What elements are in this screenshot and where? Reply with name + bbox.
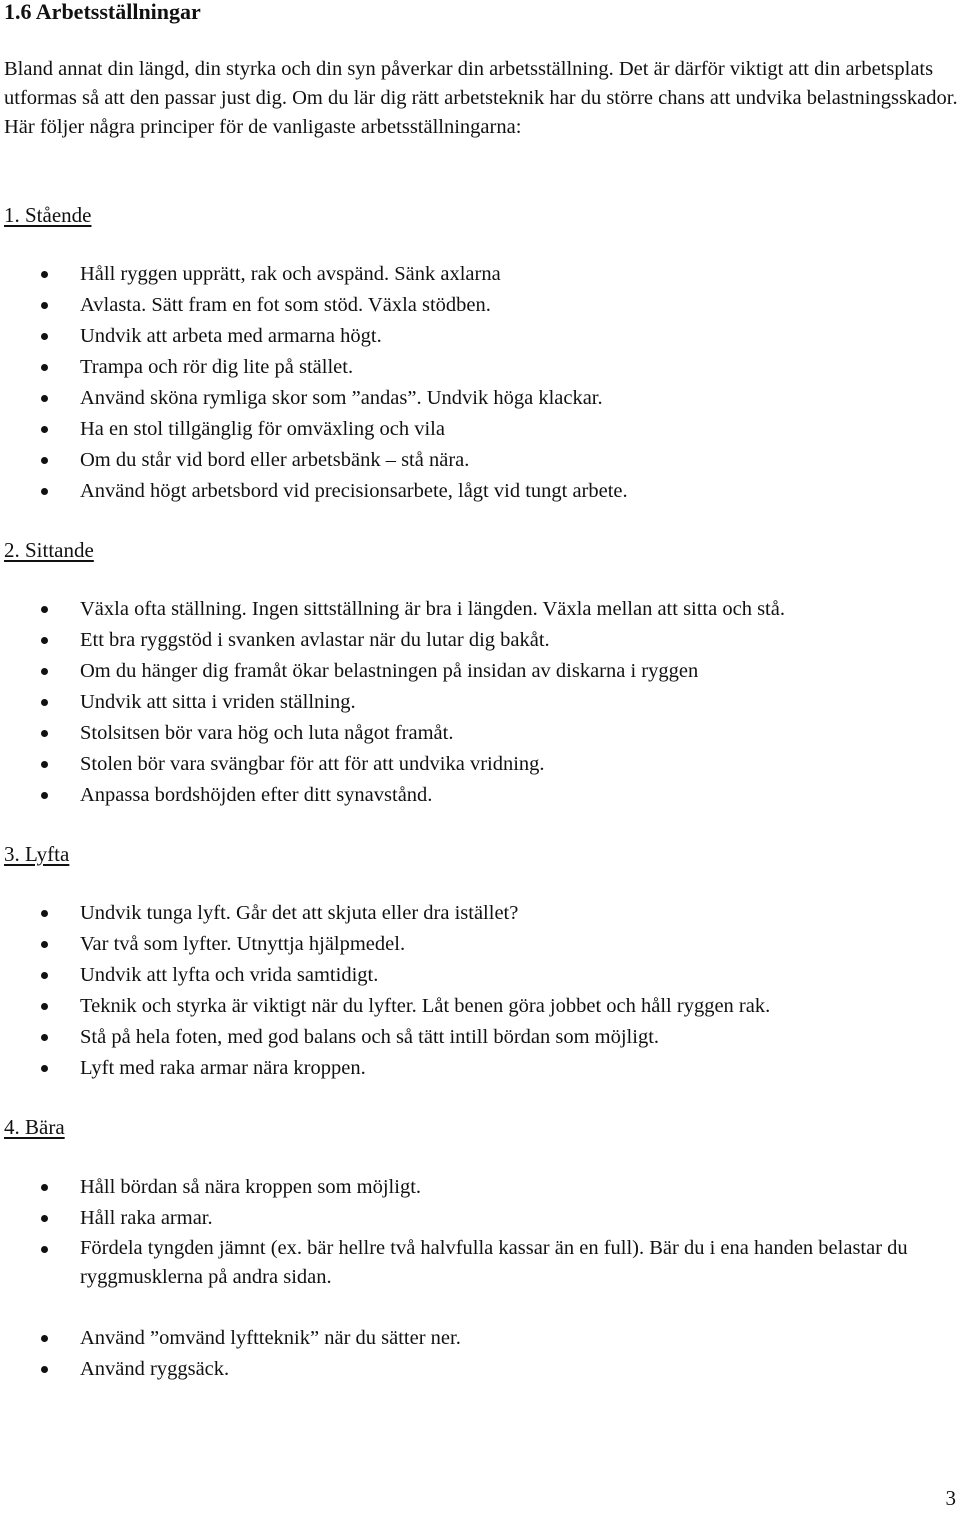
bullet-icon xyxy=(41,333,48,340)
list-item-text: Växla ofta ställning. Ingen sittställning är bra i längden. Växla mellan att sitta och stå. xyxy=(80,598,785,620)
list-item-text: Trampa och rör dig lite på stället. xyxy=(80,356,354,378)
list-item-text: Anpassa bordshöjden efter ditt synavstånd. xyxy=(80,784,433,806)
list-item xyxy=(0,383,628,414)
standing-list xyxy=(0,259,628,507)
list-item xyxy=(0,1323,461,1354)
list-item xyxy=(0,1203,920,1234)
section-heading-sitting: 2. Sittande xyxy=(4,538,94,562)
carrying-list-b xyxy=(0,1323,461,1385)
list-item xyxy=(0,352,628,383)
bullet-icon xyxy=(41,302,48,309)
list-item xyxy=(0,718,785,749)
list-item-text: Stå på hela foten, med god balans och så tätt intill bördan som möjligt. xyxy=(80,1026,660,1048)
list-item xyxy=(0,991,770,1022)
bullet-icon xyxy=(41,1366,48,1373)
list-item xyxy=(0,259,628,290)
bullet-icon xyxy=(41,1335,48,1342)
bullet-icon xyxy=(41,792,48,799)
list-item xyxy=(0,960,770,991)
bullet-icon xyxy=(41,364,48,371)
list-item-text: Var två som lyfter. Utnyttja hjälpmedel. xyxy=(80,933,406,955)
list-item xyxy=(0,749,785,780)
bullet-icon xyxy=(41,457,48,464)
bullet-icon xyxy=(41,1034,48,1041)
list-item xyxy=(0,1234,920,1292)
list-item xyxy=(0,594,785,625)
list-item-text: Använd ryggsäck. xyxy=(80,1358,230,1380)
bullet-icon xyxy=(41,637,48,644)
list-item xyxy=(0,445,628,476)
list-item xyxy=(0,1172,920,1203)
bullet-icon xyxy=(41,1184,48,1191)
list-item xyxy=(0,780,785,811)
list-item-text: Använd ”omvänd lyftteknik” när du sätter ner. xyxy=(80,1327,461,1349)
list-item-text: Fördela tyngden jämnt (ex. bär hellre två halvfulla kassar än en full). Bär du i ena handen belastar du ryggmusklerna på andra sidan. xyxy=(80,1237,908,1288)
list-item-text: Använd högt arbetsbord vid precisionsarbete, lågt vid tungt arbete. xyxy=(80,480,628,502)
bullet-icon xyxy=(41,1003,48,1010)
bullet-icon xyxy=(41,1065,48,1072)
page-number: 3 xyxy=(945,1486,956,1510)
bullet-icon xyxy=(41,730,48,737)
section-heading-lifting: 3. Lyfta xyxy=(4,842,70,866)
list-item xyxy=(0,321,628,352)
list-item-text: Undvik att lyfta och vrida samtidigt. xyxy=(80,964,379,986)
list-item-text: Undvik att sitta i vriden ställning. xyxy=(80,691,356,713)
list-item-text: Stolen bör vara svängbar för att för att undvika vridning. xyxy=(80,753,545,775)
list-item xyxy=(0,625,785,656)
bullet-icon xyxy=(41,488,48,495)
list-item-text: Håll ryggen upprätt, rak och avspänd. Sänk axlarna xyxy=(80,263,501,285)
list-item-text: Lyft med raka armar nära kroppen. xyxy=(80,1057,366,1079)
list-item xyxy=(0,898,770,929)
list-item xyxy=(0,290,628,321)
intro-paragraph: Bland annat din längd, din styrka och din syn påverkar din arbetsställning. Det är därför viktigt att din arbetsplats utformas så att den passar just dig. Om du lär dig rätt arbetsteknik har du större chans att undvika belastningsskador. Här följer några principer för de vanligaste arbetsställningarna: xyxy=(4,58,958,139)
list-item-text: Om du står vid bord eller arbetsbänk – stå nära. xyxy=(80,449,470,471)
lifting-list xyxy=(0,898,770,1084)
bullet-icon xyxy=(41,1246,48,1253)
bullet-icon xyxy=(41,1215,48,1222)
list-item xyxy=(0,476,628,507)
bullet-icon xyxy=(41,941,48,948)
bullet-icon xyxy=(41,972,48,979)
list-item-text: Håll bördan så nära kroppen som möjligt. xyxy=(80,1176,422,1198)
list-item xyxy=(0,687,785,718)
list-item-text: Ha en stol tillgänglig för omväxling och vila xyxy=(80,418,445,440)
bullet-icon xyxy=(41,699,48,706)
list-item-text: Undvik tunga lyft. Går det att skjuta eller dra istället? xyxy=(80,902,519,924)
list-item xyxy=(0,1022,770,1053)
bullet-icon xyxy=(41,668,48,675)
sitting-list xyxy=(0,594,785,811)
list-item-text: Avlasta. Sätt fram en fot som stöd. Växla stödben. xyxy=(80,294,491,316)
list-item-text: Undvik att arbeta med armarna högt. xyxy=(80,325,382,347)
list-item xyxy=(0,414,628,445)
list-item-text: Ett bra ryggstöd i svanken avlastar när du lutar dig bakåt. xyxy=(80,629,550,651)
bullet-icon xyxy=(41,910,48,917)
list-item xyxy=(0,656,785,687)
list-item-text: Håll raka armar. xyxy=(80,1207,213,1229)
bullet-icon xyxy=(41,761,48,768)
list-item-text: Om du hänger dig framåt ökar belastningen på insidan av diskarna i ryggen xyxy=(80,660,699,682)
list-item-text: Stolsitsen bör vara hög och luta något framåt. xyxy=(80,722,454,744)
list-item xyxy=(0,929,770,960)
list-item-text: Teknik och styrka är viktigt när du lyfter. Låt benen göra jobbet och håll ryggen rak. xyxy=(80,995,771,1017)
bullet-icon xyxy=(41,271,48,278)
bullet-icon xyxy=(41,606,48,613)
list-item xyxy=(0,1354,461,1385)
list-item xyxy=(0,1053,770,1084)
page-title: 1.6 Arbetsställningar xyxy=(4,0,201,24)
bullet-icon xyxy=(41,395,48,402)
carrying-list-a xyxy=(0,1172,920,1292)
section-heading-standing: 1. Stående xyxy=(4,203,92,227)
section-heading-carrying: 4. Bära xyxy=(4,1115,65,1139)
list-item-text: Använd sköna rymliga skor som ”andas”. Undvik höga klackar. xyxy=(80,387,603,409)
bullet-icon xyxy=(41,426,48,433)
